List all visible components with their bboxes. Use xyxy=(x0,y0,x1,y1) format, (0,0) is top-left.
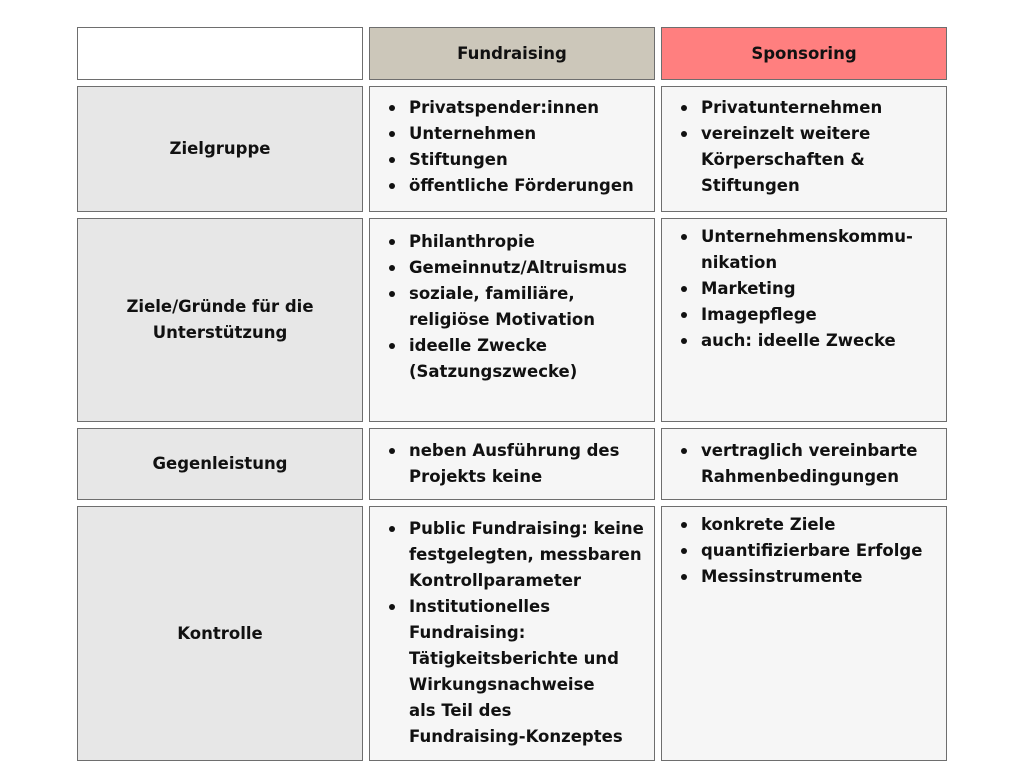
list-item: konkrete Ziele xyxy=(701,512,938,538)
cell-gegenleistung-sponsoring xyxy=(661,428,947,500)
list-item: vertraglich vereinbarte Rahmenbedingungen xyxy=(701,438,938,490)
cell-gegenleistung-fundraising xyxy=(369,428,655,500)
row-header-label: Kontrolle xyxy=(177,623,263,643)
list-item: ideelle Zwecke (Satzungszwecke) xyxy=(409,333,646,385)
list-item: Marketing xyxy=(701,276,938,302)
bullet-list xyxy=(670,438,938,490)
row-header-kontrolle xyxy=(77,506,363,761)
column-header-sponsoring xyxy=(661,27,947,80)
column-header-sponsoring-label: Sponsoring xyxy=(751,43,857,63)
bullet-list xyxy=(670,95,938,199)
list-item: Privatunternehmen xyxy=(701,95,938,121)
cell-ziele-fundraising xyxy=(369,218,655,422)
list-item: Gemeinnutz/Altruismus xyxy=(409,255,646,281)
column-header-fundraising xyxy=(369,27,655,80)
bullet-list xyxy=(378,438,646,490)
bullet-list xyxy=(378,95,646,199)
cell-kontrolle-sponsoring xyxy=(661,506,947,761)
corner-cell xyxy=(77,27,363,80)
list-item: quantifizierbare Erfolge xyxy=(701,538,938,564)
cell-zielgruppe-sponsoring xyxy=(661,86,947,212)
list-item: Imagepflege xyxy=(701,302,938,328)
list-item: Public Fundraising: keine festgelegten, messbaren Kontrollparameter xyxy=(409,516,646,594)
row-header-label: Ziele/Gründe für die Unterstützung xyxy=(126,297,314,342)
row-header-label: Gegenleistung xyxy=(152,454,288,473)
cell-zielgruppe-fundraising xyxy=(369,86,655,212)
list-item: vereinzelt weitere Körperschaften & Stiftungen xyxy=(701,121,938,199)
list-item: Philanthropie xyxy=(409,229,646,255)
row-header-ziele-gruende xyxy=(77,218,363,422)
list-item: soziale, familiäre, religiöse Motivation xyxy=(409,281,646,333)
column-header-fundraising-label: Fundraising xyxy=(457,43,567,63)
list-item: Unternehmen xyxy=(409,121,646,147)
bullet-list xyxy=(378,229,646,385)
bullet-list xyxy=(378,516,646,750)
row-header-zielgruppe xyxy=(77,86,363,212)
list-item: Unternehmenskommu-nikation xyxy=(701,224,938,276)
list-item: neben Ausführung des Projekts keine xyxy=(409,438,646,490)
list-item: Messinstrumente xyxy=(701,564,938,590)
bullet-list xyxy=(670,512,938,590)
list-item: öffentliche Förderungen xyxy=(409,173,646,199)
row-header-gegenleistung xyxy=(77,428,363,500)
list-item: Stiftungen xyxy=(409,147,646,173)
list-item: Privatspender:innen xyxy=(409,95,646,121)
cell-kontrolle-fundraising xyxy=(369,506,655,761)
list-item: Institutionelles Fundraising: Tätigkeitsberichte und Wirkungsnachweise als Teil des Fundraising-Konzeptes xyxy=(409,594,646,750)
bullet-list xyxy=(670,224,938,354)
row-header-label: Zielgruppe xyxy=(169,139,271,158)
list-item: auch: ideelle Zwecke xyxy=(701,328,938,354)
cell-ziele-sponsoring xyxy=(661,218,947,422)
